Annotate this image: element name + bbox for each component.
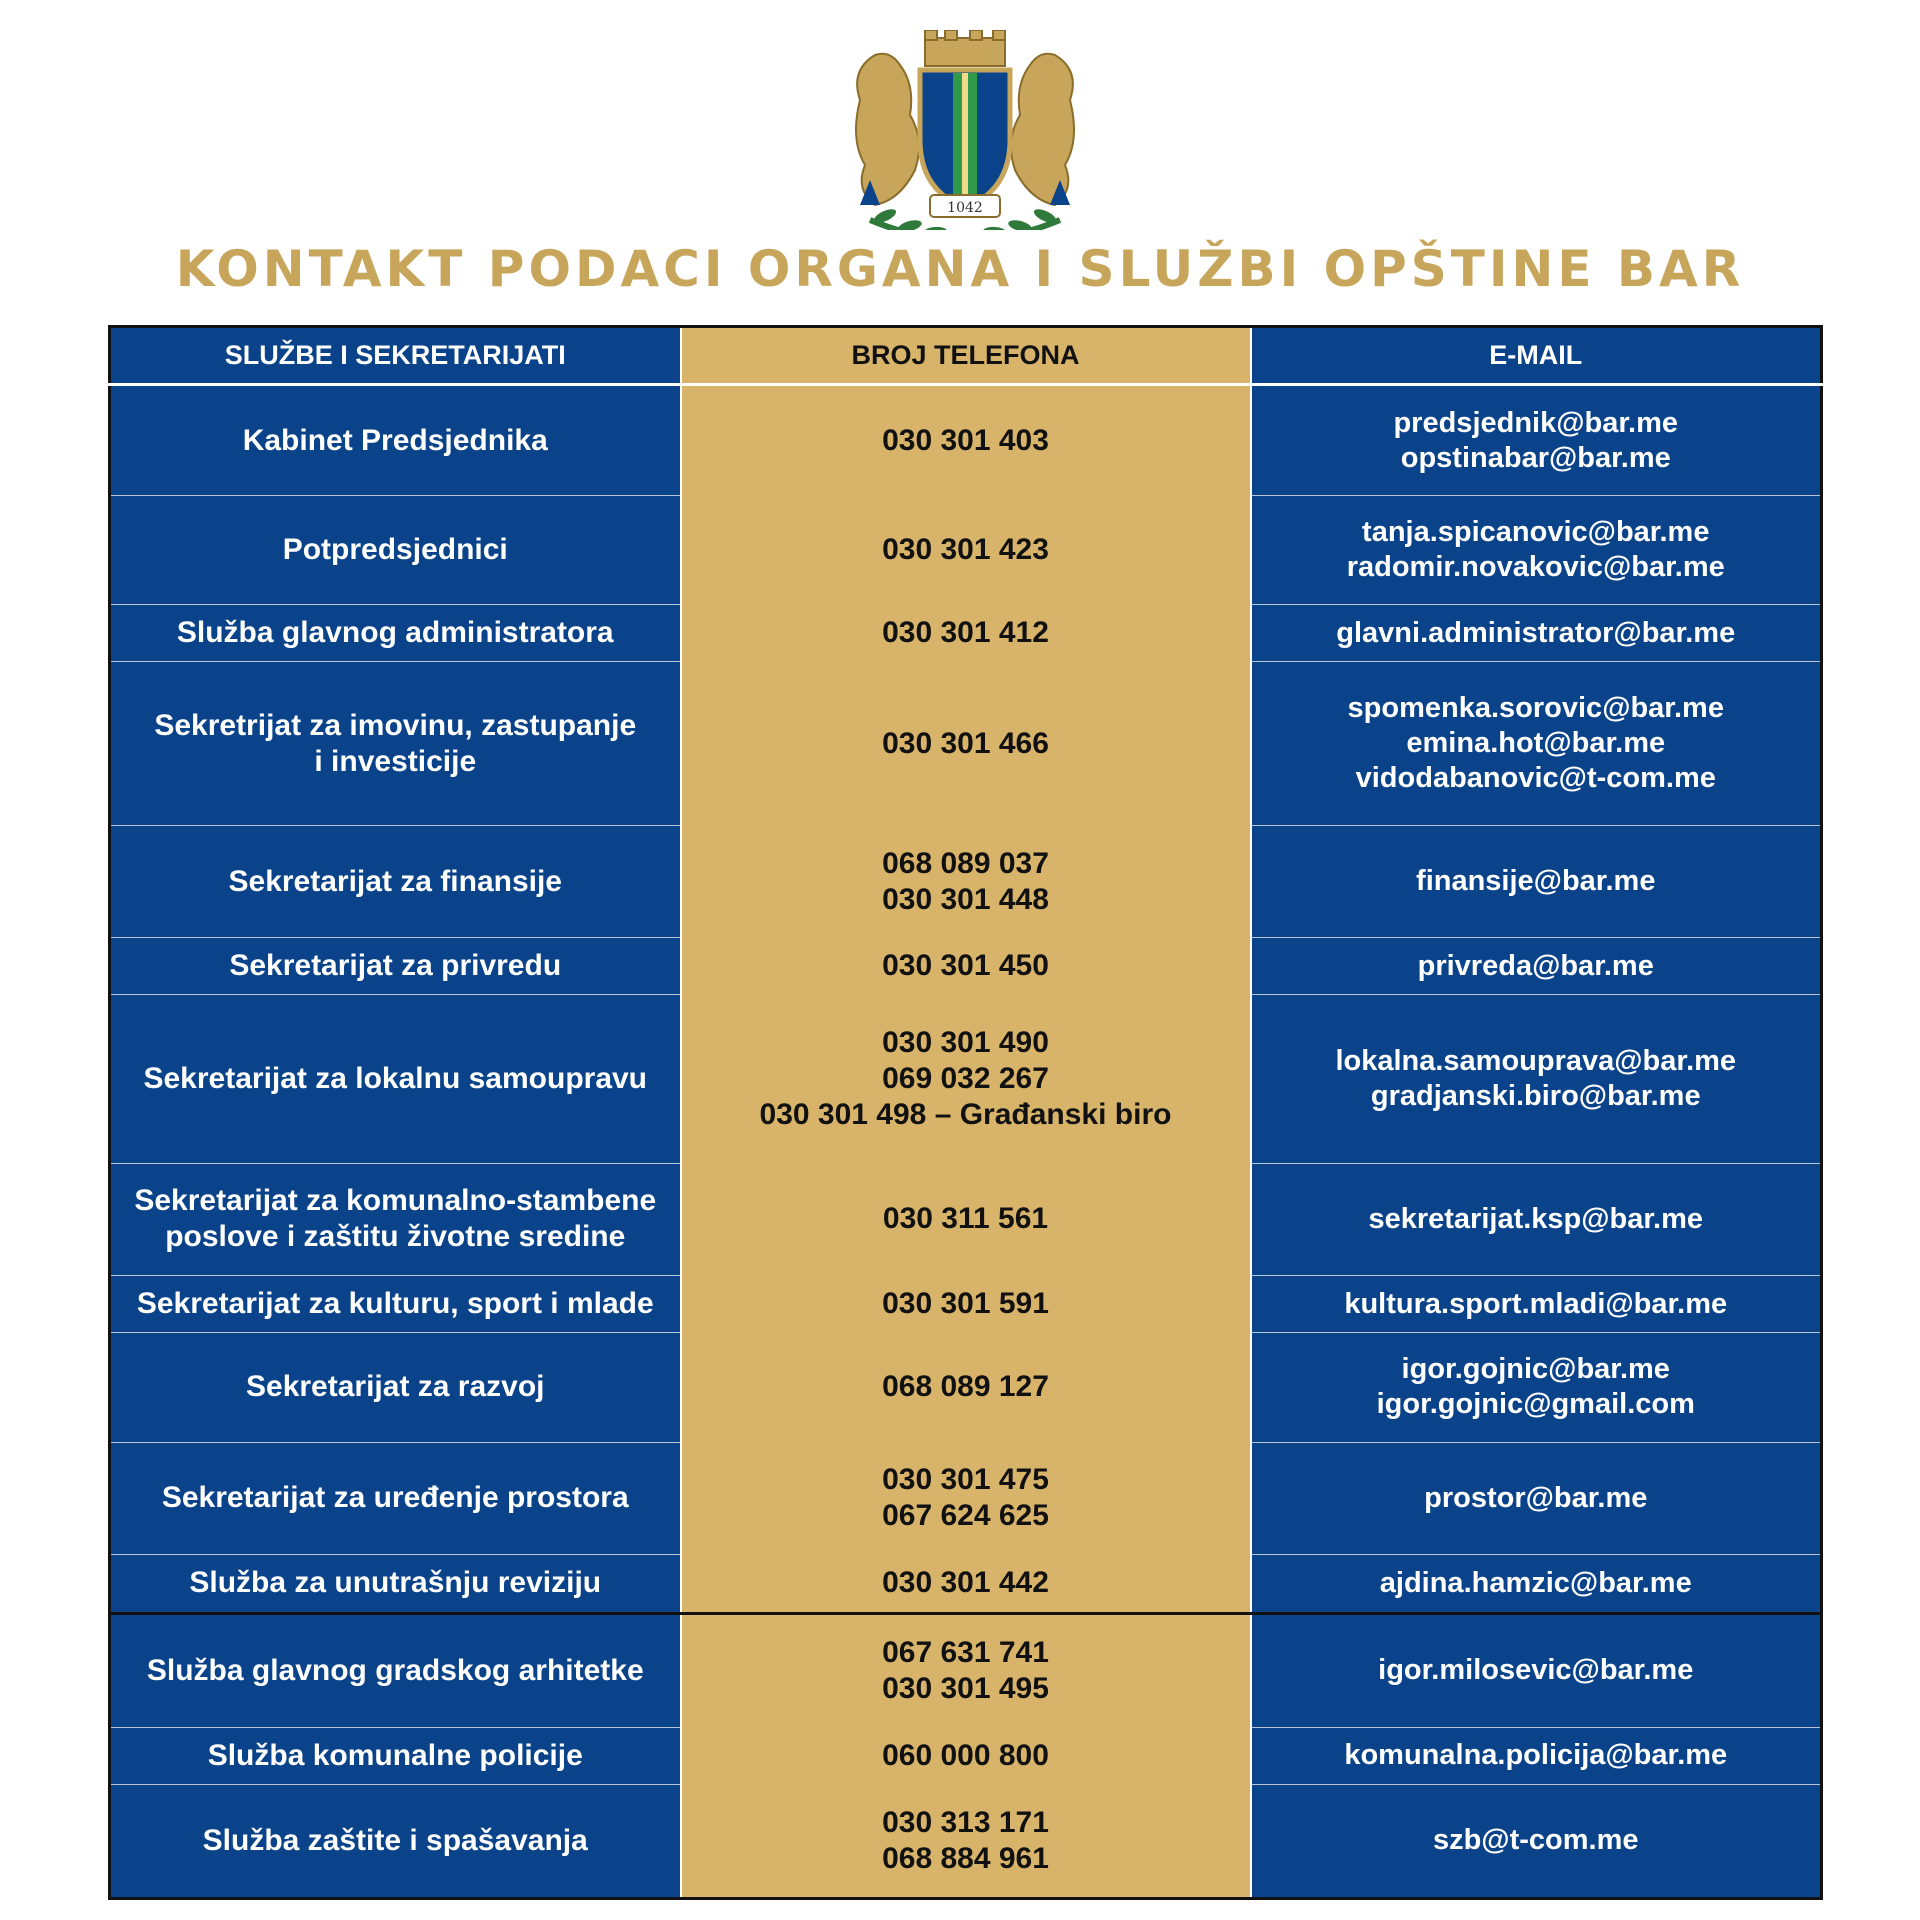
email-cell (1251, 605, 1822, 662)
table-row (110, 385, 1822, 496)
service-name-cell (110, 938, 681, 995)
coat-of-arms-emblem (830, 30, 1100, 230)
phone-number[interactable]: 068 089 037 (882, 846, 1049, 880)
phone-number[interactable]: 068 884 961 (882, 1841, 1049, 1875)
phone-number[interactable]: 030 301 442 (882, 1566, 1049, 1600)
phone-cell (681, 605, 1251, 662)
phone-cell (681, 385, 1251, 496)
phone-cell (681, 1555, 1251, 1614)
email-link[interactable]: opstinabar@bar.me (1400, 441, 1671, 474)
service-name-cell (110, 1333, 681, 1442)
email-link[interactable]: sekretarijat.ksp@bar.me (1368, 1202, 1704, 1235)
phone-number[interactable]: 030 301 448 (882, 882, 1049, 916)
email-cell (1251, 938, 1822, 995)
table-row (110, 825, 1822, 938)
email-link[interactable]: prostor@bar.me (1424, 1481, 1648, 1514)
service-name-cell (110, 1727, 681, 1784)
email-link[interactable]: predsjednik@bar.me (1393, 406, 1679, 439)
service-name: Sekretarijat za lokalnu samoupravu (143, 1062, 648, 1095)
column-header-phone: BROJ TELEFONA (681, 327, 1251, 385)
table-row (110, 1784, 1822, 1898)
service-name: Sekretrijat za imovinu, zastupanje (154, 708, 637, 742)
service-name: poslove i zaštitu životne sredine (165, 1220, 626, 1254)
table-row (110, 938, 1822, 995)
email-link[interactable]: gradjanski.biro@bar.me (1370, 1080, 1701, 1112)
table-row (110, 496, 1822, 605)
page-title: KONTAKT PODACI ORGANA I SLUŽBI OPŠTINE BAR (175, 240, 1745, 298)
phone-cell (681, 1613, 1251, 1727)
service-name: Sekretarijat za finansije (228, 864, 562, 898)
phone-number[interactable]: 030 311 561 (882, 1202, 1049, 1236)
service-name-cell (110, 825, 681, 938)
service-name-cell (110, 1163, 681, 1276)
service-name-cell (110, 662, 681, 825)
phone-number[interactable]: 030 301 591 (882, 1287, 1049, 1321)
email-cell (1251, 385, 1822, 496)
phone-number[interactable]: 030 301 490 (882, 1026, 1049, 1059)
phone-cell (681, 1276, 1251, 1333)
email-cell (1251, 1333, 1822, 1442)
service-name-cell (110, 1442, 681, 1555)
email-link[interactable]: lokalna.samouprava@bar.me (1335, 1045, 1737, 1077)
table-row (110, 1163, 1822, 1276)
service-name: Sekretarijat za kulturu, sport i mlade (136, 1287, 654, 1321)
email-cell (1251, 1727, 1822, 1784)
service-name: Služba za unutrašnju reviziju (189, 1566, 602, 1600)
phone-cell (681, 938, 1251, 995)
table-row (110, 1727, 1822, 1784)
table-row (110, 1276, 1822, 1333)
phone-cell (681, 995, 1251, 1163)
phone-number[interactable]: 030 301 495 (882, 1671, 1049, 1705)
phone-number[interactable]: 068 089 127 (882, 1370, 1049, 1404)
email-cell (1251, 496, 1822, 605)
table-row (110, 1442, 1822, 1555)
phone-number[interactable]: 030 301 423 (882, 533, 1049, 567)
service-name: i investicije (314, 744, 477, 778)
service-name: Služba komunalne policije (207, 1738, 583, 1772)
table-row (110, 1333, 1822, 1442)
phone-number[interactable]: 060 000 800 (882, 1738, 1049, 1772)
phone-number[interactable]: 030 301 466 (882, 726, 1049, 760)
phone-number[interactable]: 030 301 450 (882, 949, 1049, 983)
email-link[interactable]: igor.gojnic@gmail.com (1376, 1388, 1695, 1421)
phone-cell (681, 1163, 1251, 1276)
emblem-year: 1042 (947, 200, 983, 216)
service-name: Sekretarijat za komunalno-stambene (134, 1184, 657, 1218)
email-link[interactable]: privreda@bar.me (1417, 949, 1654, 982)
email-cell (1251, 995, 1822, 1163)
service-name-cell (110, 995, 681, 1163)
table-row (110, 1555, 1822, 1614)
phone-number[interactable]: 030 301 403 (882, 423, 1049, 457)
service-name-cell (110, 1613, 681, 1727)
service-name: Služba glavnog administratora (176, 616, 614, 650)
service-name: Sekretarijat za privredu (229, 949, 562, 983)
email-cell (1251, 1276, 1822, 1333)
service-name: Kabinet Predsjednika (242, 423, 548, 457)
email-cell (1251, 1163, 1822, 1276)
phone-cell (681, 825, 1251, 938)
email-link[interactable]: radomir.novakovic@bar.me (1346, 551, 1725, 584)
phone-cell (681, 1727, 1251, 1784)
table-row (110, 662, 1822, 825)
email-link[interactable]: igor.milosevic@bar.me (1378, 1654, 1694, 1687)
phone-number[interactable]: 067 631 741 (882, 1635, 1049, 1669)
email-link[interactable]: emina.hot@bar.me (1406, 727, 1666, 760)
service-name: Služba glavnog gradskog arhitetke (146, 1653, 644, 1687)
service-name: Potpredsjednici (282, 533, 508, 567)
email-link[interactable]: igor.gojnic@bar.me (1401, 1353, 1670, 1386)
phone-number[interactable]: 069 032 267 (882, 1062, 1049, 1095)
table-row (110, 605, 1822, 662)
column-header-services: SLUŽBE I SEKRETARIJATI (110, 327, 681, 385)
email-cell (1251, 1442, 1822, 1555)
email-cell (1251, 1784, 1822, 1898)
phone-cell (681, 1333, 1251, 1442)
phone-number[interactable]: 030 313 171 (882, 1805, 1049, 1839)
email-cell (1251, 1613, 1822, 1727)
phone-cell (681, 496, 1251, 605)
email-link[interactable]: kultura.sport.mladi@bar.me (1344, 1287, 1728, 1320)
service-name: Služba zaštite i spašavanja (202, 1823, 588, 1857)
email-cell (1251, 1555, 1822, 1614)
service-name: Sekretarijat za uređenje prostora (161, 1481, 629, 1515)
email-link[interactable]: vidodabanovic@t-com.me (1355, 762, 1716, 795)
service-name-cell (110, 1276, 681, 1333)
coat-of-arms-icon (830, 30, 1100, 230)
phone-cell (681, 1442, 1251, 1555)
phone-number[interactable]: 030 301 498 – Građanski biro (759, 1098, 1172, 1131)
email-link[interactable]: ajdina.hamzic@bar.me (1379, 1566, 1692, 1599)
table-header-row (110, 327, 1822, 385)
phone-number[interactable]: 067 624 625 (882, 1499, 1049, 1533)
service-name-cell (110, 1784, 681, 1898)
contacts-table (108, 325, 1823, 1900)
email-cell (1251, 662, 1822, 825)
email-cell (1251, 825, 1822, 938)
email-link[interactable]: szb@t-com.me (1432, 1824, 1639, 1857)
email-link[interactable]: spomenka.sorovic@bar.me (1347, 692, 1724, 725)
table-row (110, 995, 1822, 1163)
column-header-email: E-MAIL (1251, 327, 1822, 385)
table-row (110, 1613, 1822, 1727)
service-name-cell (110, 1555, 681, 1614)
email-link[interactable]: glavni.administrator@bar.me (1336, 616, 1736, 649)
email-link[interactable]: finansije@bar.me (1416, 865, 1656, 898)
phone-number[interactable]: 030 301 412 (882, 616, 1049, 650)
service-name-cell (110, 496, 681, 605)
email-link[interactable]: tanja.spicanovic@bar.me (1362, 516, 1710, 549)
service-name-cell (110, 605, 681, 662)
phone-cell (681, 662, 1251, 825)
phone-cell (681, 1784, 1251, 1898)
phone-number[interactable]: 030 301 475 (882, 1463, 1049, 1497)
email-link[interactable]: komunalna.policija@bar.me (1344, 1739, 1728, 1772)
service-name-cell (110, 385, 681, 496)
service-name: Sekretarijat za razvoj (246, 1370, 545, 1404)
